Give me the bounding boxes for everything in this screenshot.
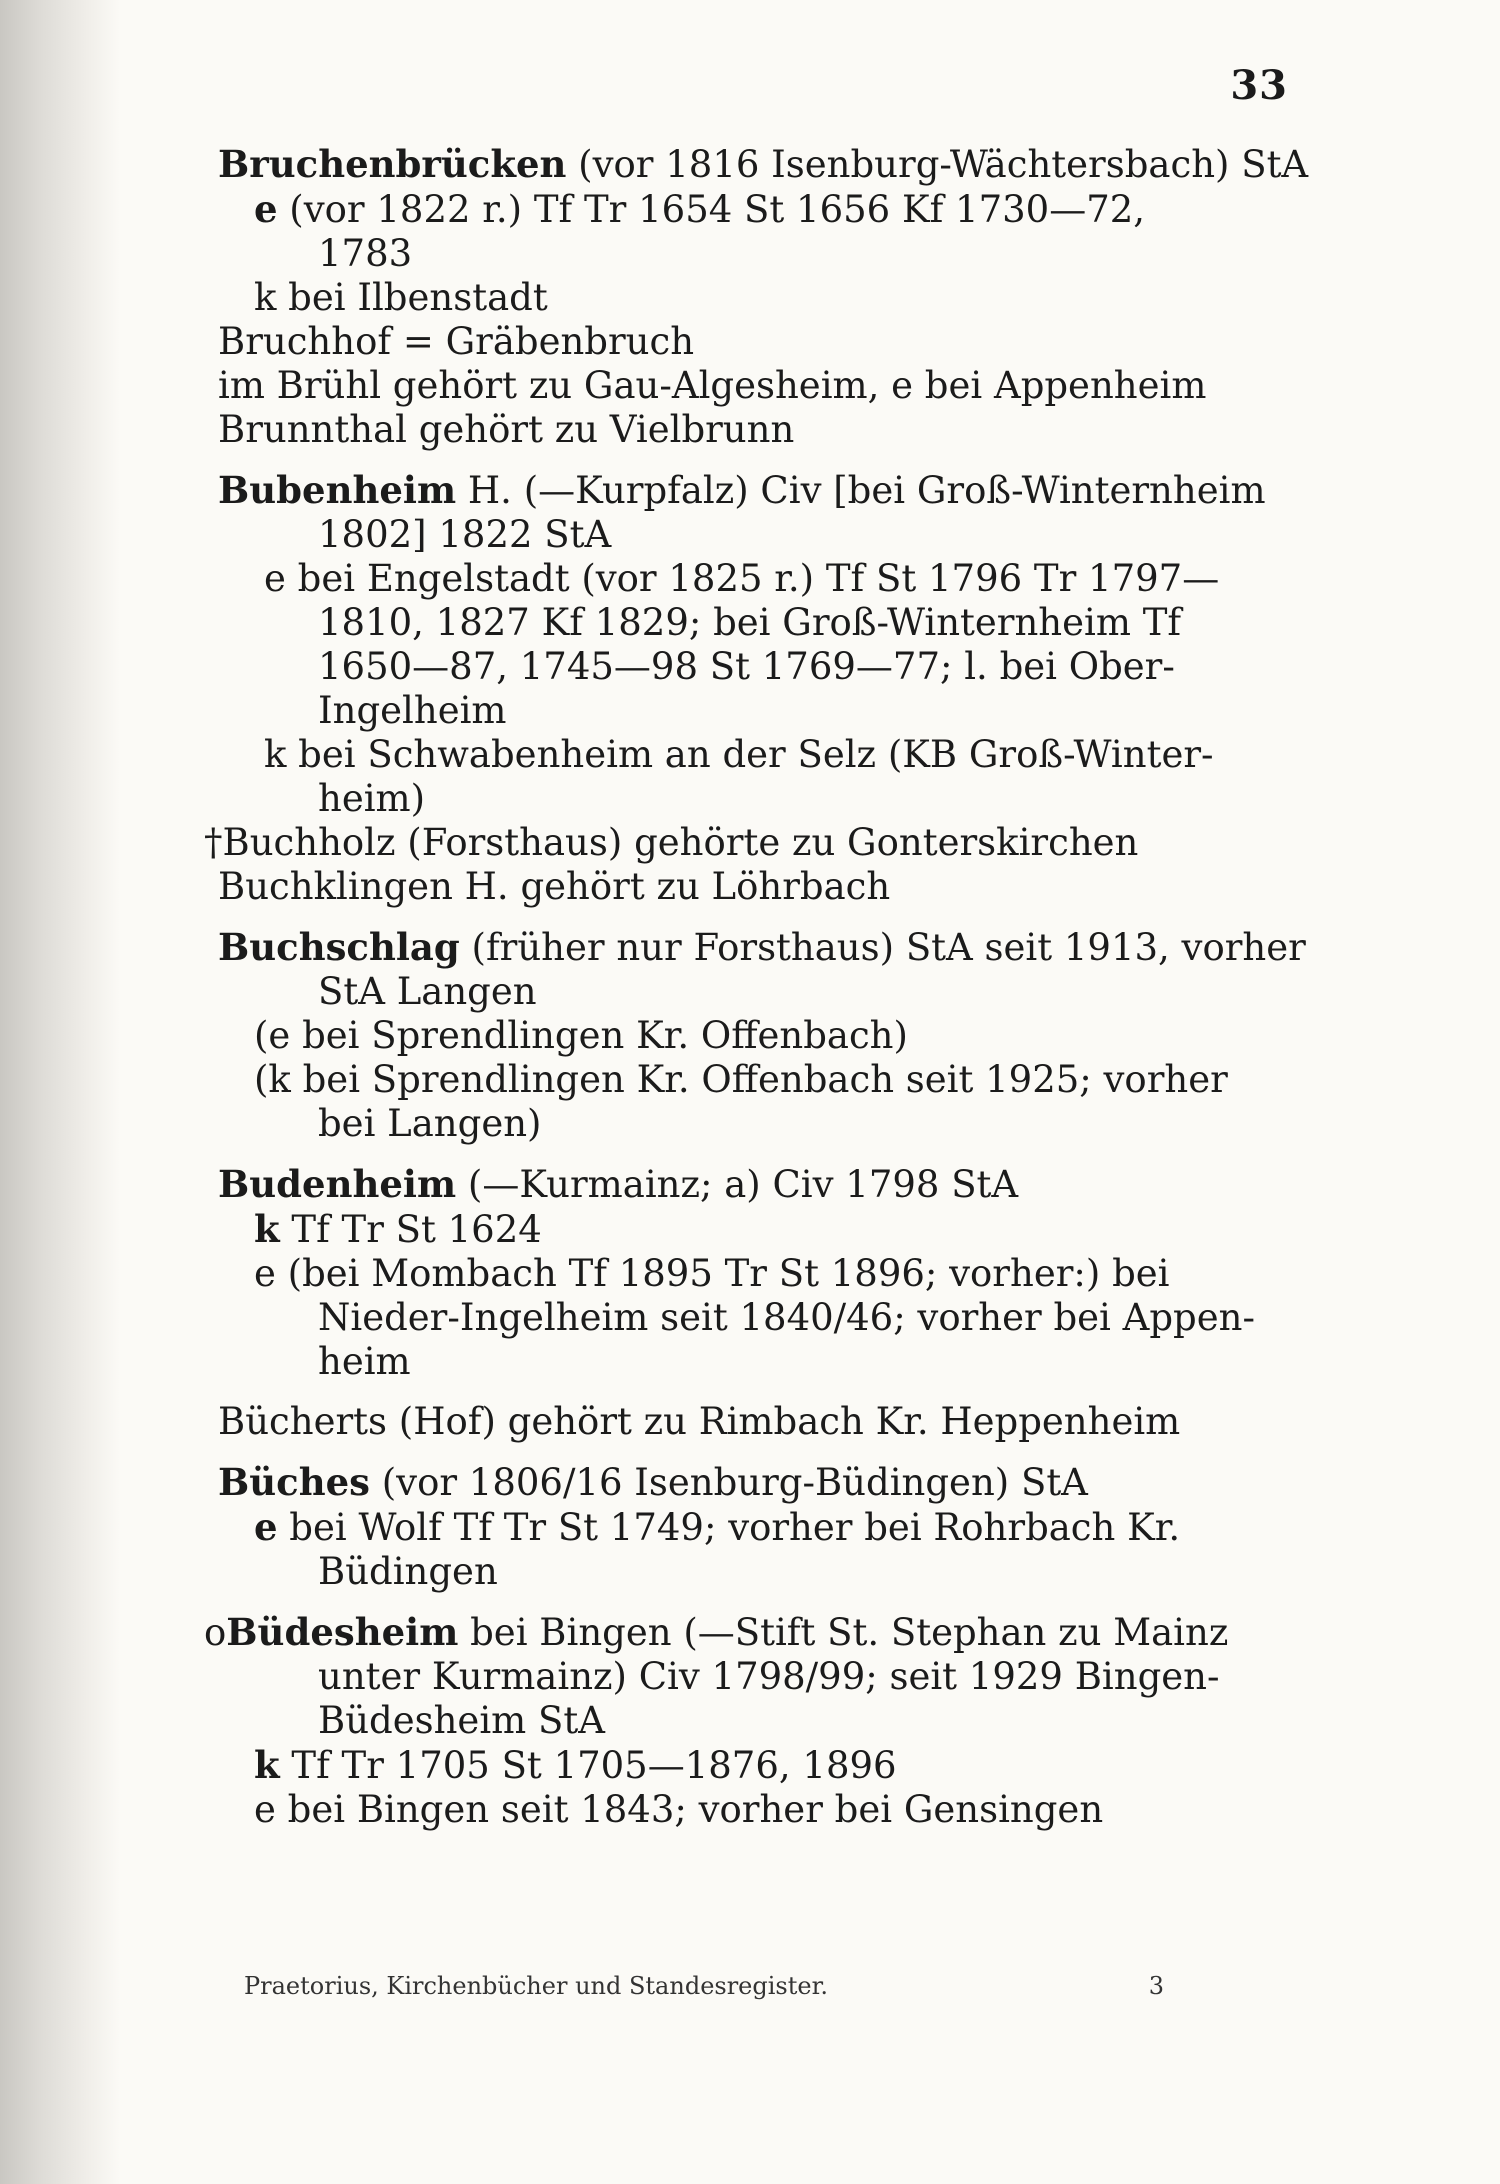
entry-text: Tf Tr 1705 St 1705—1876, 1896: [279, 1744, 897, 1787]
entry-line: [218, 1788, 1278, 1832]
entry-text: 1783: [318, 232, 413, 275]
page-footer: [244, 1972, 1164, 2000]
entry-text: (vor 1816 Isenburg-Wächtersbach) StA: [566, 143, 1309, 186]
entry-line: [218, 364, 1278, 408]
register-entry: [218, 320, 1278, 364]
entry-text: †Buchholz (Forsthaus) gehörte zu Gonterskirchen: [204, 821, 1139, 864]
register-entry: [218, 364, 1278, 408]
entry-line: [218, 1014, 1278, 1058]
footer-signature: 3: [1148, 1972, 1164, 2000]
entry-text: Bruchhof = Gräbenbruch: [218, 320, 695, 363]
entry-text: k bei Ilbenstadt: [254, 276, 548, 319]
entry-flag: e: [254, 187, 278, 231]
entry-headword: Büches: [218, 1460, 370, 1504]
entry-text: unter Kurmainz) Civ 1798/99; seit 1929 Bingen-: [318, 1655, 1220, 1698]
entry-headword: Bubenheim: [218, 468, 457, 512]
entry-text: H. (—Kurpfalz) Civ [bei Groß-Winternheim: [456, 469, 1266, 512]
entry-line: [218, 1296, 1278, 1340]
entry-line: [218, 970, 1278, 1014]
entry-line: [218, 777, 1278, 821]
entry-text: 1810, 1827 Kf 1829; bei Groß-Winternheim Tf: [318, 601, 1182, 644]
entry-text: im Brühl gehört zu Gau-Algesheim, e bei Appenheim: [218, 364, 1207, 407]
entry-flag: k: [254, 1207, 280, 1251]
entry-line: [218, 865, 1278, 909]
entry-line: [218, 1162, 1278, 1207]
entry-line: [218, 1102, 1278, 1146]
entry-line: [218, 1460, 1278, 1505]
entry-text: 1650—87, 1745—98 St 1769—77; l. bei Ober-: [318, 645, 1175, 688]
entry-flag: e: [254, 1505, 278, 1549]
entry-line: [218, 1207, 1278, 1252]
entry-text: Büdingen: [318, 1550, 498, 1593]
entry-headword: Budenheim: [218, 1162, 457, 1206]
entry-line: [218, 1400, 1278, 1444]
register-entry: [204, 1610, 1278, 1832]
entry-flag: k: [254, 1743, 280, 1787]
entry-text: e bei Engelstadt (vor 1825 r.) Tf St 1796 Tr 1797—: [264, 557, 1220, 600]
register-entry: [218, 1400, 1278, 1444]
register-entry: [204, 821, 1278, 865]
entry-text: Nieder-Ingelheim seit 1840/46; vorher bei Appen-: [318, 1296, 1255, 1339]
register-entries: [204, 142, 1309, 1832]
entry-line: [204, 821, 1278, 865]
register-entry: [218, 408, 1278, 452]
entry-line: [218, 1252, 1278, 1296]
entry-line: [218, 187, 1278, 232]
entry-line: [218, 925, 1306, 970]
entry-line: [218, 1505, 1278, 1550]
entry-text: e (bei Mombach Tf 1895 Tr St 1896; vorher:) bei: [254, 1252, 1170, 1295]
entry-text: heim): [318, 777, 426, 820]
entry-text: 1802] 1822 StA: [318, 513, 612, 556]
entry-text: Brunnthal gehört zu Vielbrunn: [218, 408, 795, 451]
entry-line: [218, 408, 1278, 452]
entry-line: [218, 645, 1278, 689]
entry-text: Buchklingen H. gehört zu Löhrbach: [218, 865, 891, 908]
register-entry: [218, 1162, 1278, 1384]
entry-line: [218, 468, 1278, 513]
entry-text: (vor 1822 r.) Tf Tr 1654 St 1656 Kf 1730—72,: [277, 188, 1146, 231]
entry-text: k bei Schwabenheim an der Selz (KB Groß-Winter-: [264, 733, 1214, 776]
entry-text: (k bei Sprendlingen Kr. Offenbach seit 1925; vorher: [254, 1058, 1228, 1101]
entry-line: [218, 1550, 1278, 1594]
entry-prefix: o: [204, 1611, 227, 1654]
entry-text: StA Langen: [318, 970, 537, 1013]
register-entry: [218, 865, 1278, 909]
entry-line: [218, 733, 1278, 777]
entry-line: [218, 1743, 1278, 1788]
entry-line: [218, 557, 1278, 601]
entry-line: [218, 232, 1278, 276]
entry-line: [218, 601, 1278, 645]
entry-line: [218, 513, 1278, 557]
entry-line: [218, 689, 1278, 733]
register-entry: [218, 142, 1309, 320]
footer-title: Praetorius, Kirchenbücher und Standesregister.: [244, 1972, 829, 2000]
entry-headword: Buchschlag: [218, 925, 460, 969]
entry-text: Bücherts (Hof) gehört zu Rimbach Kr. Heppenheim: [218, 1400, 1181, 1443]
entry-text: Tf Tr St 1624: [279, 1208, 542, 1251]
entry-text: heim: [318, 1340, 411, 1383]
page-number: 33: [1230, 62, 1288, 109]
register-entry: [218, 1460, 1278, 1594]
entry-text: (e bei Sprendlingen Kr. Offenbach): [254, 1014, 908, 1057]
page-gutter-shadow: [0, 0, 120, 2184]
entry-line: [218, 142, 1309, 187]
entry-text: Büdesheim StA: [318, 1699, 605, 1742]
entry-line: [218, 1655, 1278, 1699]
entry-text: (früher nur Forsthaus) StA seit 1913, vorher: [459, 926, 1306, 969]
entry-text: (—Kurmainz; a) Civ 1798 StA: [456, 1163, 1019, 1206]
entry-line: [218, 1340, 1278, 1384]
entry-line: [218, 276, 1278, 320]
entry-line: [204, 1610, 1278, 1655]
entry-text: e bei Bingen seit 1843; vorher bei Gensingen: [254, 1788, 1104, 1831]
entry-line: [218, 1699, 1278, 1743]
register-entry: [218, 925, 1306, 1146]
entry-line: [218, 1058, 1278, 1102]
entry-text: bei Langen): [318, 1102, 542, 1145]
entry-text: bei Bingen (—Stift St. Stephan zu Mainz: [458, 1611, 1229, 1654]
register-entry: [218, 468, 1278, 821]
entry-text: Ingelheim: [318, 689, 507, 732]
entry-headword: Bruchenbrücken: [218, 142, 567, 186]
entry-text: bei Wolf Tf Tr St 1749; vorher bei Rohrbach Kr.: [277, 1506, 1181, 1549]
entry-headword: Büdesheim: [226, 1610, 459, 1654]
entry-line: [218, 320, 1278, 364]
entry-text: (vor 1806/16 Isenburg-Büdingen) StA: [369, 1461, 1088, 1504]
